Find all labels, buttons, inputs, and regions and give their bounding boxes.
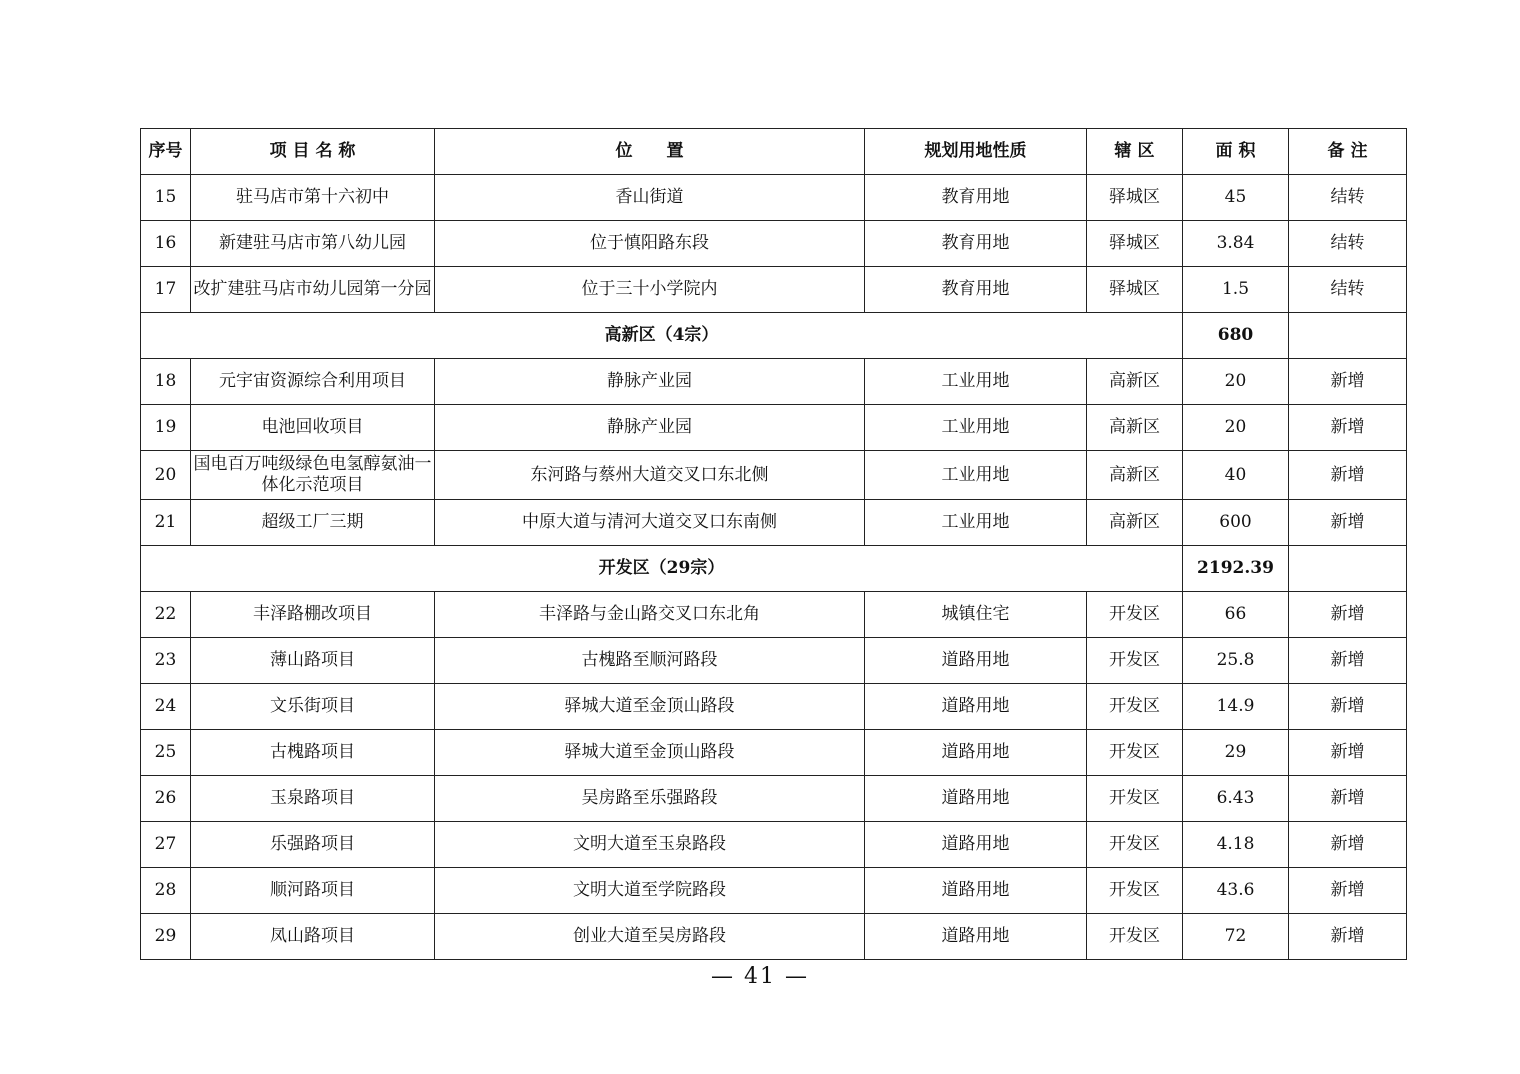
cell-no: 22 [141, 592, 191, 638]
cell-area: 29 [1183, 730, 1289, 776]
cell-name: 超级工厂三期 [191, 500, 435, 546]
cell-district: 开发区 [1087, 914, 1183, 960]
cell-land-use: 道路用地 [865, 868, 1087, 914]
header-row [141, 129, 1407, 175]
cell-land-use: 工业用地 [865, 500, 1087, 546]
cell-district: 开发区 [1087, 868, 1183, 914]
cell-location: 文明大道至玉泉路段 [435, 822, 865, 868]
cell-no: 26 [141, 776, 191, 822]
table-row [141, 684, 1407, 730]
cell-land-use: 道路用地 [865, 914, 1087, 960]
cell-district: 开发区 [1087, 776, 1183, 822]
cell-district: 开发区 [1087, 592, 1183, 638]
cell-district: 驿城区 [1087, 267, 1183, 313]
table-row [141, 451, 1407, 500]
cell-no: 24 [141, 684, 191, 730]
table-row [141, 776, 1407, 822]
header-land-use: 规划用地性质 [865, 129, 1087, 175]
cell-area: 40 [1183, 451, 1289, 500]
cell-district: 驿城区 [1087, 221, 1183, 267]
cell-no: 15 [141, 175, 191, 221]
cell-location: 静脉产业园 [435, 405, 865, 451]
table-row [141, 359, 1407, 405]
cell-no: 25 [141, 730, 191, 776]
cell-name: 薄山路项目 [191, 638, 435, 684]
cell-location: 驿城大道至金顶山路段 [435, 730, 865, 776]
cell-name: 古槐路项目 [191, 730, 435, 776]
cell-note: 新增 [1289, 914, 1407, 960]
cell-location: 香山街道 [435, 175, 865, 221]
cell-area: 3.84 [1183, 221, 1289, 267]
cell-note: 新增 [1289, 592, 1407, 638]
table-row [141, 730, 1407, 776]
cell-name: 文乐街项目 [191, 684, 435, 730]
cell-district: 高新区 [1087, 359, 1183, 405]
cell-area: 14.9 [1183, 684, 1289, 730]
cell-district: 开发区 [1087, 730, 1183, 776]
cell-land-use: 工业用地 [865, 451, 1087, 500]
cell-land-use: 教育用地 [865, 221, 1087, 267]
cell-district: 高新区 [1087, 451, 1183, 500]
cell-location: 静脉产业园 [435, 359, 865, 405]
cell-no: 23 [141, 638, 191, 684]
cell-location: 文明大道至学院路段 [435, 868, 865, 914]
cell-no: 21 [141, 500, 191, 546]
group-row [141, 313, 1407, 359]
cell-name: 丰泽路棚改项目 [191, 592, 435, 638]
cell-area: 43.6 [1183, 868, 1289, 914]
table-row [141, 592, 1407, 638]
cell-district: 高新区 [1087, 405, 1183, 451]
cell-no: 17 [141, 267, 191, 313]
cell-name: 电池回收项目 [191, 405, 435, 451]
group-note [1289, 313, 1407, 359]
cell-area: 66 [1183, 592, 1289, 638]
cell-land-use: 城镇住宅 [865, 592, 1087, 638]
cell-land-use: 工业用地 [865, 405, 1087, 451]
header-name: 项 目 名 称 [191, 129, 435, 175]
cell-name: 新建驻马店市第八幼儿园 [191, 221, 435, 267]
cell-note: 新增 [1289, 638, 1407, 684]
cell-no: 20 [141, 451, 191, 500]
cell-land-use: 道路用地 [865, 730, 1087, 776]
cell-area: 72 [1183, 914, 1289, 960]
cell-district: 开发区 [1087, 684, 1183, 730]
cell-area: 45 [1183, 175, 1289, 221]
cell-no: 18 [141, 359, 191, 405]
group-row [141, 546, 1407, 592]
table-row [141, 822, 1407, 868]
cell-area: 4.18 [1183, 822, 1289, 868]
table-row [141, 267, 1407, 313]
cell-land-use: 教育用地 [865, 175, 1087, 221]
cell-note: 新增 [1289, 868, 1407, 914]
cell-note: 结转 [1289, 175, 1407, 221]
cell-area: 20 [1183, 405, 1289, 451]
cell-area: 600 [1183, 500, 1289, 546]
cell-note: 新增 [1289, 730, 1407, 776]
cell-no: 19 [141, 405, 191, 451]
cell-note: 新增 [1289, 359, 1407, 405]
cell-district: 高新区 [1087, 500, 1183, 546]
cell-note: 新增 [1289, 822, 1407, 868]
cell-land-use: 道路用地 [865, 638, 1087, 684]
cell-no: 27 [141, 822, 191, 868]
group-label: 开发区（29宗） [141, 546, 1183, 592]
cell-no: 29 [141, 914, 191, 960]
header-area: 面 积 [1183, 129, 1289, 175]
cell-note: 新增 [1289, 405, 1407, 451]
cell-area: 25.8 [1183, 638, 1289, 684]
cell-name: 乐强路项目 [191, 822, 435, 868]
cell-location: 位于慎阳路东段 [435, 221, 865, 267]
cell-note: 新增 [1289, 451, 1407, 500]
header-location: 位 置 [435, 129, 865, 175]
cell-district: 开发区 [1087, 638, 1183, 684]
cell-land-use: 工业用地 [865, 359, 1087, 405]
land-use-table [140, 128, 1407, 960]
table-row [141, 405, 1407, 451]
cell-no: 28 [141, 868, 191, 914]
cell-location: 丰泽路与金山路交叉口东北角 [435, 592, 865, 638]
header-district: 辖 区 [1087, 129, 1183, 175]
group-note [1289, 546, 1407, 592]
table-row [141, 500, 1407, 546]
table-row [141, 638, 1407, 684]
cell-location: 东河路与蔡州大道交叉口东北侧 [435, 451, 865, 500]
group-area: 2192.39 [1183, 546, 1289, 592]
cell-land-use: 道路用地 [865, 684, 1087, 730]
cell-name: 凤山路项目 [191, 914, 435, 960]
cell-note: 新增 [1289, 776, 1407, 822]
group-area: 680 [1183, 313, 1289, 359]
header-no: 序号 [141, 129, 191, 175]
table-body [141, 175, 1407, 960]
cell-area: 1.5 [1183, 267, 1289, 313]
header-note: 备 注 [1289, 129, 1407, 175]
cell-location: 古槐路至顺河路段 [435, 638, 865, 684]
cell-name: 驻马店市第十六初中 [191, 175, 435, 221]
cell-name: 玉泉路项目 [191, 776, 435, 822]
cell-land-use: 教育用地 [865, 267, 1087, 313]
table-row [141, 175, 1407, 221]
cell-area: 20 [1183, 359, 1289, 405]
cell-district: 开发区 [1087, 822, 1183, 868]
cell-location: 驿城大道至金顶山路段 [435, 684, 865, 730]
table-row [141, 868, 1407, 914]
cell-name: 顺河路项目 [191, 868, 435, 914]
cell-note: 新增 [1289, 500, 1407, 546]
cell-land-use: 道路用地 [865, 822, 1087, 868]
cell-location: 中原大道与清河大道交叉口东南侧 [435, 500, 865, 546]
cell-location: 创业大道至吴房路段 [435, 914, 865, 960]
cell-note: 新增 [1289, 684, 1407, 730]
cell-location: 位于三十小学院内 [435, 267, 865, 313]
cell-name: 改扩建驻马店市幼儿园第一分园 [191, 267, 435, 313]
page-number: — 41 — [711, 964, 809, 989]
cell-area: 6.43 [1183, 776, 1289, 822]
cell-location: 吴房路至乐强路段 [435, 776, 865, 822]
group-label: 高新区（4宗） [141, 313, 1183, 359]
cell-district: 驿城区 [1087, 175, 1183, 221]
cell-note: 结转 [1289, 221, 1407, 267]
table-row [141, 914, 1407, 960]
cell-name: 国电百万吨级绿色电氢醇氨油一体化示范项目 [191, 451, 435, 500]
cell-note: 结转 [1289, 267, 1407, 313]
table-row [141, 221, 1407, 267]
cell-name: 元宇宙资源综合利用项目 [191, 359, 435, 405]
cell-land-use: 道路用地 [865, 776, 1087, 822]
cell-no: 16 [141, 221, 191, 267]
